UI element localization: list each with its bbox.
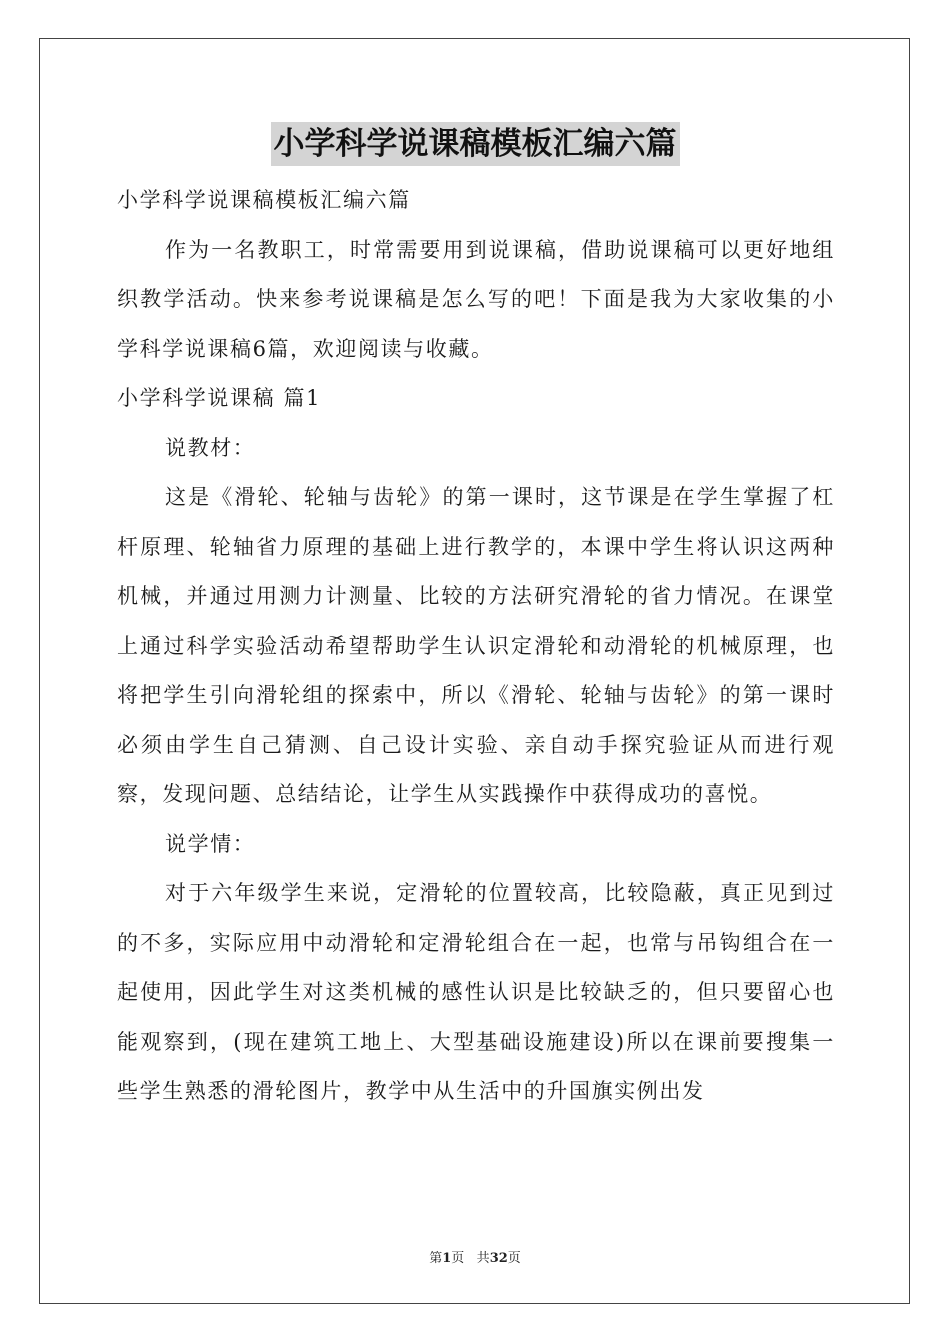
paragraph: 对于六年级学生来说，定滑轮的位置较高，比较隐蔽，真正见到过的不多，实际应用中动滑轮和定滑轮组合在一起，也常与吊钩组合在一起使用，因此学生对这类机械的感性认识是比较缺乏的，但只要留心也能观察到，(现在建筑工地上、大型基础设施建设)所以在课前要搜集一些学生熟悉的滑轮图片，教学中从生活中的升国旗实例出发 xyxy=(117,881,835,1103)
paragraph: 作为一名教职工，时常需要用到说课稿，借助说课稿可以更好地组织教学活动。快来参考说课稿是怎么写的吧！下面是我为大家收集的小学科学说课稿6篇，欢迎阅读与收藏。 xyxy=(117,237,835,361)
paragraph: 这是《滑轮、轮轴与齿轮》的第一课时，这节课是在学生掌握了杠杆原理、轮轴省力原理的基础上进行教学的，本课中学生将认识这两种机械，并通过用测力计测量、比较的方法研究滑轮的省力情况。在课堂上通过科学实验活动希望帮助学生认识定滑轮和动滑轮的机械原理，也将把学生引向滑轮组的探索中，所以《滑轮、轮轴与齿轮》的第一课时必须由学生自己猜测、自己设计实验、亲自动手探究验证从而进行观察，发现问题、总结结论，让学生从实践操作中获得成功的喜悦。 xyxy=(117,485,835,806)
total-unit: 页 xyxy=(507,1251,521,1266)
document-title: 小学科学说课稿模板汇编六篇 xyxy=(271,122,680,166)
subheading: 说教材： xyxy=(165,435,256,460)
subheading: 说学情： xyxy=(165,831,256,856)
section-heading: 小学科学说课稿 篇1 xyxy=(117,386,322,410)
paragraph: 小学科学说课稿模板汇编六篇 xyxy=(117,188,411,212)
page-prefix: 第 xyxy=(429,1251,443,1266)
document-body xyxy=(117,176,835,1117)
page-current: 1 xyxy=(442,1251,452,1266)
page-unit: 页 xyxy=(451,1251,465,1266)
title-container xyxy=(0,122,950,166)
total-prefix: 共 xyxy=(476,1251,490,1266)
page-total: 32 xyxy=(489,1251,508,1266)
page-footer xyxy=(0,1247,950,1266)
